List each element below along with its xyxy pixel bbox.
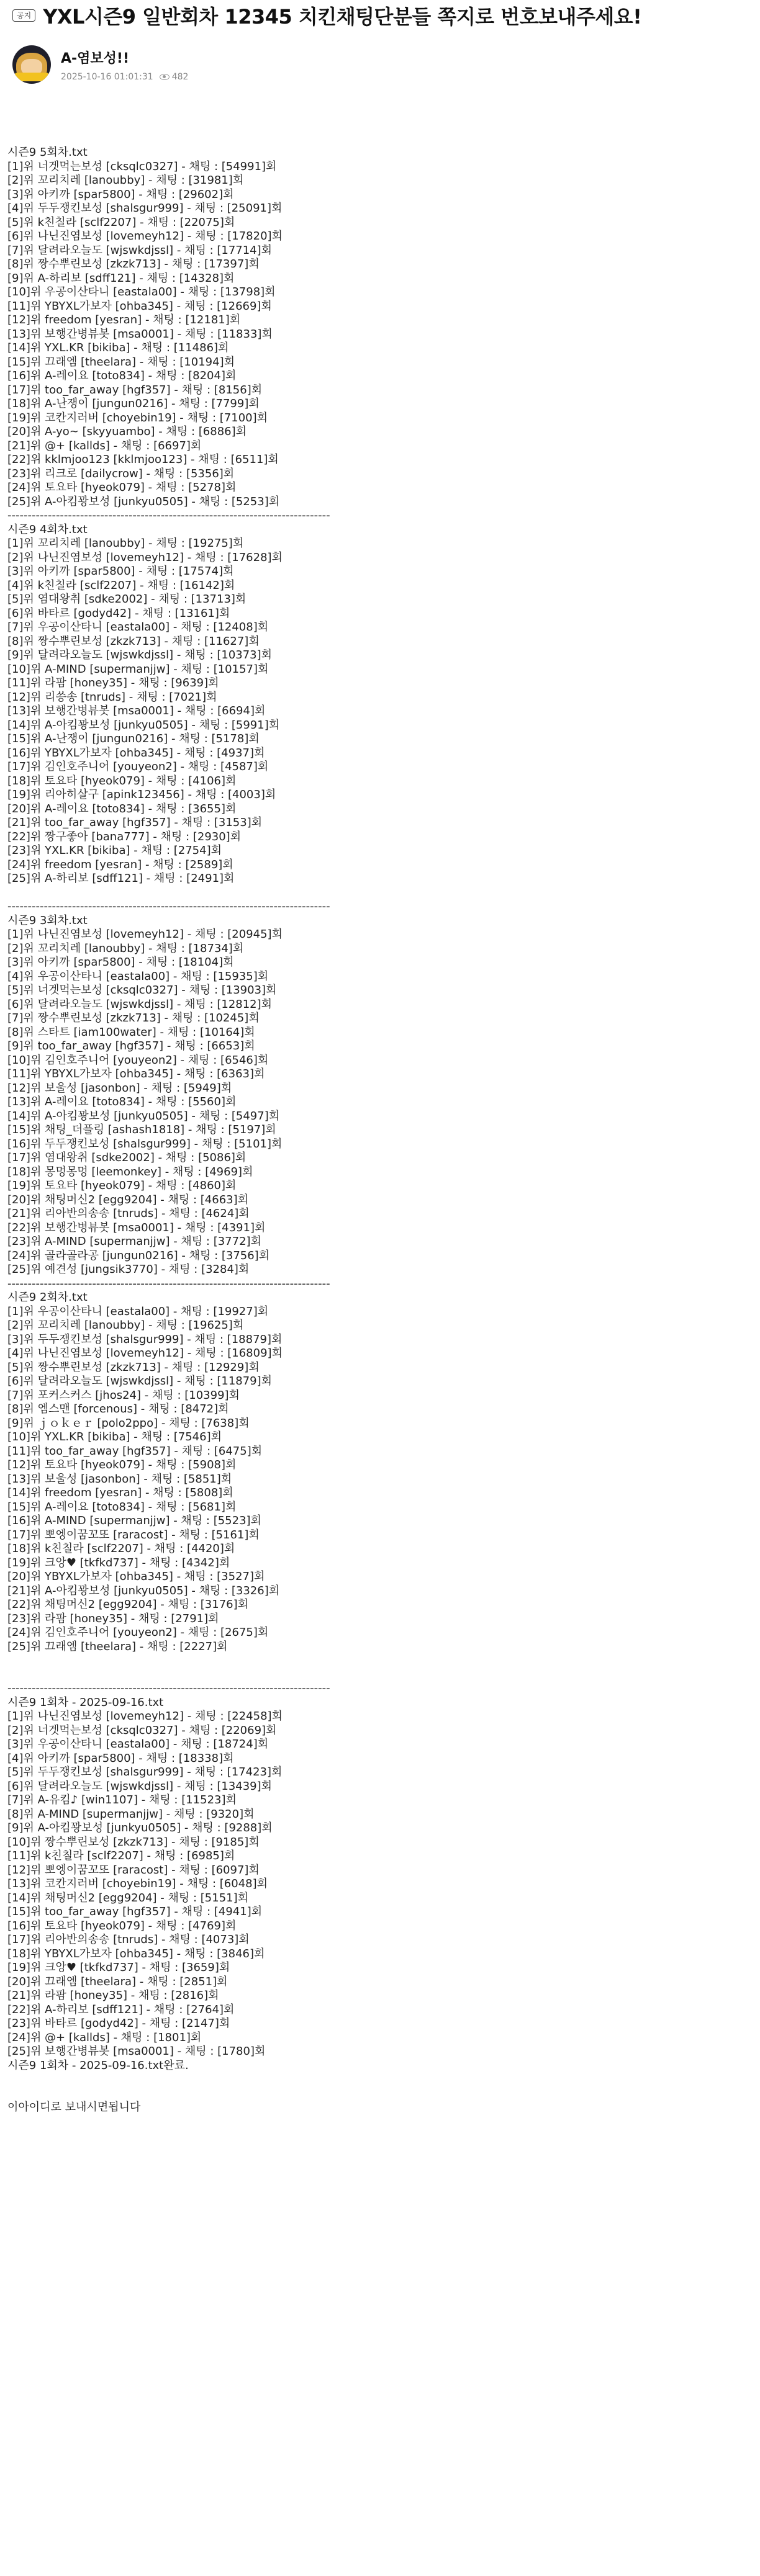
body-line: [15]위 A-난쟁이 [jungun0216] - 채팅 : [5178]회: [7, 732, 260, 745]
body-line: [7, 2087, 753, 2101]
body-line: [22]위 짱구좋아 [bana777] - 채팅 : [2930]회: [7, 830, 242, 843]
body-line: [7]위 우공이산타니 [eastala00] - 채팅 : [12408]회: [7, 621, 269, 634]
body-line: [15]위 A-레이요 [toto834] - 채팅 : [5681]회: [7, 1500, 237, 1514]
body-line: --------------------------------------------------------------------------------: [7, 1682, 330, 1695]
body-line: 시즌9 2회차.txt: [7, 1291, 88, 1304]
body-line: [7, 118, 753, 132]
body-line: [20]위 채팅머신2 [egg9204] - 채팅 : [4663]회: [7, 1193, 249, 1206]
post-views: 482: [171, 71, 189, 82]
body-line: [19]위 토요타 [hyeok079] - 채팅 : [4860]회: [7, 1179, 237, 1192]
body-line: [4]위 두두쟁킨보성 [shalsgur999] - 채팅 : [25091]회: [7, 202, 283, 215]
body-line: [23]위 YXL.KR [bikiba] - 채팅 : [2754]회: [7, 844, 222, 857]
body-line: [16]위 A-레이요 [toto834] - 채팅 : [8204]회: [7, 369, 237, 382]
body-line: [17]위 염대왕취 [sdke2002] - 채팅 : [5086]회: [7, 1151, 247, 1164]
body-line: [1]위 우공이산타니 [eastala00] - 채팅 : [19927]회: [7, 1304, 269, 1318]
body-line: [22]위 보행간병뷰봇 [msa0001] - 채팅 : [4391]회: [7, 1221, 266, 1234]
body-line: [17]위 김인호주니어 [youyeon2] - 채팅 : [4587]회: [7, 760, 269, 773]
body-line: [7]위 달려라오늘도 [wjswkdjssl] - 채팅 : [17714]회: [7, 243, 273, 257]
body-line: [11]위 YBYXL가보자 [ohba345] - 채팅 : [6363]회: [7, 1067, 265, 1080]
body-line: [13]위 코칸지러버 [choyebin19] - 채팅 : [6048]회: [7, 1877, 268, 1890]
body-line: [17]위 too_far_away [hgf357] - 채팅 : [8156]회: [7, 383, 263, 397]
body-line: [14]위 YXL.KR [bikiba] - 채팅 : [11486]회: [7, 341, 229, 354]
body-line: [4]위 우공이산타니 [eastala00] - 채팅 : [15935]회: [7, 969, 269, 983]
avatar[interactable]: [12, 45, 51, 84]
body-line: [13]위 A-레이요 [toto834] - 채팅 : [5560]회: [7, 1095, 237, 1108]
body-line: [11]위 라팜 [honey35] - 채팅 : [9639]회: [7, 676, 219, 689]
body-line: [5]위 두두쟁킨보성 [shalsgur999] - 채팅 : [17423]회: [7, 1766, 283, 1779]
body-line: [7, 886, 753, 900]
body-line: 시즌9 4회차.txt: [7, 523, 88, 536]
body-line: [19]위 크앙♥ [tkfkd737] - 채팅 : [4342]회: [7, 1556, 230, 1569]
body-line: [20]위 A-yo~ [skyyuambo] - 채팅 : [6886]회: [7, 425, 247, 438]
body-line: [5]위 너겟먹는보성 [cksqlc0327] - 채팅 : [13903]회: [7, 984, 277, 997]
body-line: [24]위 @+ [kallds] - 채팅 : [1801]회: [7, 2031, 202, 2044]
body-line: [21]위 too_far_away [hgf357] - 채팅 : [3153]회: [7, 816, 263, 829]
body-line: [23]위 A-MIND [supermanjjw] - 채팅 : [3772]회: [7, 1235, 261, 1248]
body-line: [9]위 A-하리보 [sdff121] - 채팅 : [14328]회: [7, 271, 235, 285]
body-line: [22]위 kklmjoo123 [kklmjoo123] - 채팅 : [6511]회: [7, 453, 279, 466]
author-row: [12, 45, 748, 84]
body-line: [2]위 꼬리치레 [lanoubby] - 채팅 : [31981]회: [7, 174, 244, 187]
body-line: [19]위 크앙♥ [tkfkd737] - 채팅 : [3659]회: [7, 1961, 230, 1974]
body-line: [5]위 k친칠라 [sclf2207] - 채팅 : [22075]회: [7, 215, 235, 229]
body-line: [19]위 코칸지러버 [choyebin19] - 채팅 : [7100]회: [7, 411, 268, 424]
body-line: [21]위 라팜 [honey35] - 채팅 : [2816]회: [7, 1989, 219, 2002]
body-line: [17]위 뽀엥이꿈꼬또 [raracost] - 채팅 : [5161]회: [7, 1528, 260, 1542]
body-line: [8]위 A-MIND [supermanjjw] - 채팅 : [9320]회: [7, 1807, 255, 1821]
body-line: [13]위 보울성 [jasonbon] - 채팅 : [5851]회: [7, 1472, 232, 1486]
views-icon: [160, 74, 170, 80]
body-line: [3]위 아키까 [spar5800] - 채팅 : [17574]회: [7, 565, 234, 578]
body-line: [14]위 A-아킴꽝보성 [junkyu0505] - 채팅 : [5991]회: [7, 718, 280, 732]
body-line: 시즌9 1회차 - 2025-09-16.txt: [7, 1695, 164, 1709]
body-line: [3]위 우공이산타니 [eastala00] - 채팅 : [18724]회: [7, 1738, 269, 1751]
body-line: [3]위 아키까 [spar5800] - 채팅 : [29602]회: [7, 187, 234, 201]
body-line: [10]위 우공이산타니 [eastala00] - 채팅 : [13798]회: [7, 285, 276, 298]
post-header: [0, 0, 760, 84]
body-line: --------------------------------------------------------------------------------: [7, 1277, 330, 1290]
body-line: [6]위 나닌진염보성 [lovemeyh12] - 채팅 : [17820]회: [7, 230, 283, 243]
body-line: [18]위 토요타 [hyeok079] - 채팅 : [4106]회: [7, 774, 237, 788]
body-line: [12]위 리씅송 [tnruds] - 채팅 : [7021]회: [7, 690, 217, 704]
body-line: [18]위 YBYXL가보자 [ohba345] - 채팅 : [3846]회: [7, 1947, 265, 1960]
body-line: [4]위 아키까 [spar5800] - 채팅 : [18338]회: [7, 1751, 234, 1765]
body-line: [7, 1668, 753, 1682]
body-line: [12]위 보울성 [jasonbon] - 채팅 : [5949]회: [7, 1081, 232, 1095]
body-line: [14]위 채팅머신2 [egg9204] - 채팅 : [5151]회: [7, 1891, 249, 1905]
body-line: [13]위 보행간병뷰봇 [msa0001] - 채팅 : [11833]회: [7, 327, 273, 341]
body-line: [14]위 A-아킴꽝보성 [junkyu0505] - 채팅 : [5497]회: [7, 1109, 280, 1123]
body-line: [21]위 A-아킴꽝보성 [junkyu0505] - 채팅 : [3326]회: [7, 1584, 280, 1597]
body-line: [11]위 YBYXL가보자 [ohba345] - 채팅 : [12669]회: [7, 299, 272, 313]
body-line: [6]위 달려라오늘도 [wjswkdjssl] - 채팅 : [12812]회: [7, 997, 273, 1011]
body-line: [7, 132, 753, 146]
body-line: [22]위 A-하리보 [sdff121] - 채팅 : [2764]회: [7, 2003, 235, 2016]
title-row: [12, 0, 748, 31]
body-line: [2]위 꼬리치레 [lanoubby] - 채팅 : [18734]회: [7, 941, 244, 955]
body-line: 시즌9 5회차.txt: [7, 146, 88, 159]
body-line: [4]위 나닌진염보성 [lovemeyh12] - 채팅 : [16809]회: [7, 1347, 283, 1360]
body-line: [18]위 k친칠라 [sclf2207] - 채팅 : [4420]회: [7, 1542, 235, 1555]
body-line: [7]위 짱수뿌린보성 [zkzk713] - 채팅 : [10245]회: [7, 1012, 260, 1025]
body-line: [6]위 달려라오늘도 [wjswkdjssl] - 채팅 : [11879]회: [7, 1375, 273, 1388]
body-line: [6]위 달려라오늘도 [wjswkdjssl] - 채팅 : [13439]회: [7, 1779, 273, 1793]
body-line: [24]위 김인호주니어 [youyeon2] - 채팅 : [2675]회: [7, 1626, 269, 1639]
body-line: [23]위 바타르 [godyd42] - 채팅 : [2147]회: [7, 2017, 230, 2030]
body-line: [16]위 A-MIND [supermanjjw] - 채팅 : [5523]회: [7, 1514, 261, 1527]
author-name[interactable]: A-염보성!!: [61, 50, 129, 66]
body-line: [3]위 두두쟁킨보성 [shalsgur999] - 채팅 : [18879]회: [7, 1332, 283, 1346]
body-line: [20]위 A-레이요 [toto834] - 채팅 : [3655]회: [7, 802, 237, 815]
body-line: [9]위 A-아킴꽝보성 [junkyu0505] - 채팅 : [9288]회: [7, 1821, 273, 1834]
body-line: [8]위 짱수뿌린보성 [zkzk713] - 채팅 : [11627]회: [7, 634, 260, 648]
body-line: [1]위 너겟먹는보성 [cksqlc0327] - 채팅 : [54991]회: [7, 159, 277, 173]
body-line: [4]위 k친칠라 [sclf2207] - 채팅 : [16142]회: [7, 578, 235, 592]
body-line: [13]위 보행간병뷰봇 [msa0001] - 채팅 : [6694]회: [7, 704, 266, 717]
body-line: [8]위 스타트 [iam100water] - 채팅 : [10164]회: [7, 1025, 255, 1039]
body-line: [10]위 A-MIND [supermanjjw] - 채팅 : [10157]회: [7, 662, 269, 676]
body-line: [20]위 끄래엠 [theelara] - 채팅 : [2851]회: [7, 1975, 228, 1988]
body-line: [25]위 끄래엠 [theelara] - 채팅 : [2227]회: [7, 1640, 228, 1653]
body-line: --------------------------------------------------------------------------------: [7, 900, 330, 913]
body-line: [9]위 달려라오늘도 [wjswkdjssl] - 채팅 : [10373]회: [7, 648, 273, 662]
body-line: [7, 2073, 753, 2087]
body-line: [8]위 짱수뿌린보성 [zkzk713] - 채팅 : [17397]회: [7, 258, 260, 271]
body-line: [1]위 나닌진염보성 [lovemeyh12] - 채팅 : [20945]회: [7, 928, 283, 941]
body-line: [10]위 짱수뿌린보성 [zkzk713] - 채팅 : [9185]회: [7, 1835, 260, 1849]
body-line: [7, 1654, 753, 1668]
body-line: [12]위 뽀엥이꿈꼬또 [raracost] - 채팅 : [6097]회: [7, 1863, 260, 1877]
body-line: [6]위 바타르 [godyd42] - 채팅 : [13161]회: [7, 606, 230, 620]
body-line: [18]위 A-난쟁이 [jungun0216] - 채팅 : [7799]회: [7, 397, 260, 410]
body-line: [10]위 김인호주니어 [youyeon2] - 채팅 : [6546]회: [7, 1053, 269, 1067]
body-line: [16]위 YBYXL가보자 [ohba345] - 채팅 : [4937]회: [7, 746, 265, 760]
body-line: [1]위 꼬리치레 [lanoubby] - 채팅 : [19275]회: [7, 537, 244, 550]
body-line: [11]위 k친칠라 [sclf2207] - 채팅 : [6985]회: [7, 1849, 235, 1862]
body-line: [17]위 리아반의송송 [tnruds] - 채팅 : [4073]회: [7, 1933, 250, 1946]
body-line: [24]위 토요타 [hyeok079] - 채팅 : [5278]회: [7, 481, 237, 494]
body-line: [18]위 몽멍몽멍 [leemonkey] - 채팅 : [4969]회: [7, 1165, 253, 1178]
body-line: [7]위 A-유킴♪ [win1107] - 채팅 : [11523]회: [7, 1793, 237, 1806]
body-line: [24]위 freedom [yesran] - 채팅 : [2589]회: [7, 858, 233, 871]
post-datetime: 2025-10-16 01:01:31: [61, 71, 153, 82]
body-line: [2]위 너겟먹는보성 [cksqlc0327] - 채팅 : [22069]회: [7, 1723, 277, 1737]
body-line: [23]위 리크로 [dailycrow] - 채팅 : [5356]회: [7, 467, 235, 480]
body-line: 시즌9 3회차.txt: [7, 913, 88, 927]
post-title: YXL시즌9 일반회차 12345 치킨채팅단분들 쪽지로 번호보내주세요!: [43, 5, 642, 29]
body-line: [16]위 토요타 [hyeok079] - 채팅 : [4769]회: [7, 1919, 237, 1932]
body-line: [25]위 예견성 [jungsik3770] - 채팅 : [3284]회: [7, 1263, 250, 1276]
body-line: [15]위 채팅_더플링 [ashash1818] - 채팅 : [5197]회: [7, 1123, 276, 1136]
body-line: [16]위 두두쟁킨보성 [shalsgur999] - 채팅 : [5101]회: [7, 1137, 283, 1151]
author-meta: [61, 48, 188, 82]
body-line: [12]위 토요타 [hyeok079] - 채팅 : [5908]회: [7, 1458, 237, 1471]
body-line: [15]위 끄래엠 [theelara] - 채팅 : [10194]회: [7, 355, 235, 369]
body-line: 시즌9 1회차 - 2025-09-16.txt완료.: [7, 2058, 189, 2072]
body-line: [21]위 @+ [kallds] - 채팅 : [6697]회: [7, 439, 202, 452]
body-line: [25]위 A-하리보 [sdff121] - 채팅 : [2491]회: [7, 872, 235, 885]
body-line: [1]위 나닌진염보성 [lovemeyh12] - 채팅 : [22458]회: [7, 1710, 283, 1723]
body-line: [19]위 리아히살구 [apink123456] - 채팅 : [4003]회: [7, 788, 276, 801]
body-line: [7]위 포커스커스 [jhos24] - 채팅 : [10399]회: [7, 1388, 240, 1402]
body-line: [24]위 골라골라공 [jungun0216] - 채팅 : [3756]회: [7, 1249, 270, 1262]
body-line: [10]위 YXL.KR [bikiba] - 채팅 : [7546]회: [7, 1430, 222, 1443]
body-line: [8]위 엠스맨 [forcenous] - 채팅 : [8472]회: [7, 1402, 229, 1416]
body-line: --------------------------------------------------------------------------------: [7, 509, 330, 522]
body-line: [22]위 채팅머신2 [egg9204] - 채팅 : [3176]회: [7, 1598, 249, 1611]
body-line: [2]위 꼬리치레 [lanoubby] - 채팅 : [19625]회: [7, 1319, 244, 1332]
body-line: [15]위 too_far_away [hgf357] - 채팅 : [4941]회: [7, 1905, 263, 1918]
body-line: [14]위 freedom [yesran] - 채팅 : [5808]회: [7, 1486, 233, 1499]
body-line: [9]위 too_far_away [hgf357] - 채팅 : [6653]회: [7, 1039, 255, 1052]
body-line: [20]위 YBYXL가보자 [ohba345] - 채팅 : [3527]회: [7, 1570, 265, 1583]
body-line: [12]위 freedom [yesran] - 채팅 : [12181]회: [7, 313, 241, 326]
notice-badge: 공지: [12, 9, 35, 22]
body-line: 이아이디로 보내시면됩니다: [7, 2101, 141, 2114]
body-line: [2]위 나닌진염보성 [lovemeyh12] - 채팅 : [17628]회: [7, 550, 283, 564]
body-line: [21]위 리아반의송송 [tnruds] - 채팅 : [4624]회: [7, 1207, 250, 1220]
body-line: [11]위 too_far_away [hgf357] - 채팅 : [6475]회: [7, 1444, 263, 1458]
body-line: [25]위 보행간병뷰봇 [msa0001] - 채팅 : [1780]회: [7, 2045, 266, 2058]
body-line: [25]위 A-아킴꽝보성 [junkyu0505] - 채팅 : [5253]회: [7, 495, 280, 508]
body-line: [3]위 아키까 [spar5800] - 채팅 : [18104]회: [7, 956, 234, 969]
body-line: [9]위 ｊｏｋｅｒ [polo2ppo] - 채팅 : [7638]회: [7, 1416, 250, 1430]
body-line: [5]위 염대왕취 [sdke2002] - 채팅 : [13713]회: [7, 593, 247, 606]
body-line: [5]위 짱수뿌린보성 [zkzk713] - 채팅 : [12929]회: [7, 1360, 260, 1374]
body-line: [23]위 라팜 [honey35] - 채팅 : [2791]회: [7, 1612, 219, 1625]
post-body: [0, 118, 760, 2115]
post-meta: [61, 72, 188, 82]
